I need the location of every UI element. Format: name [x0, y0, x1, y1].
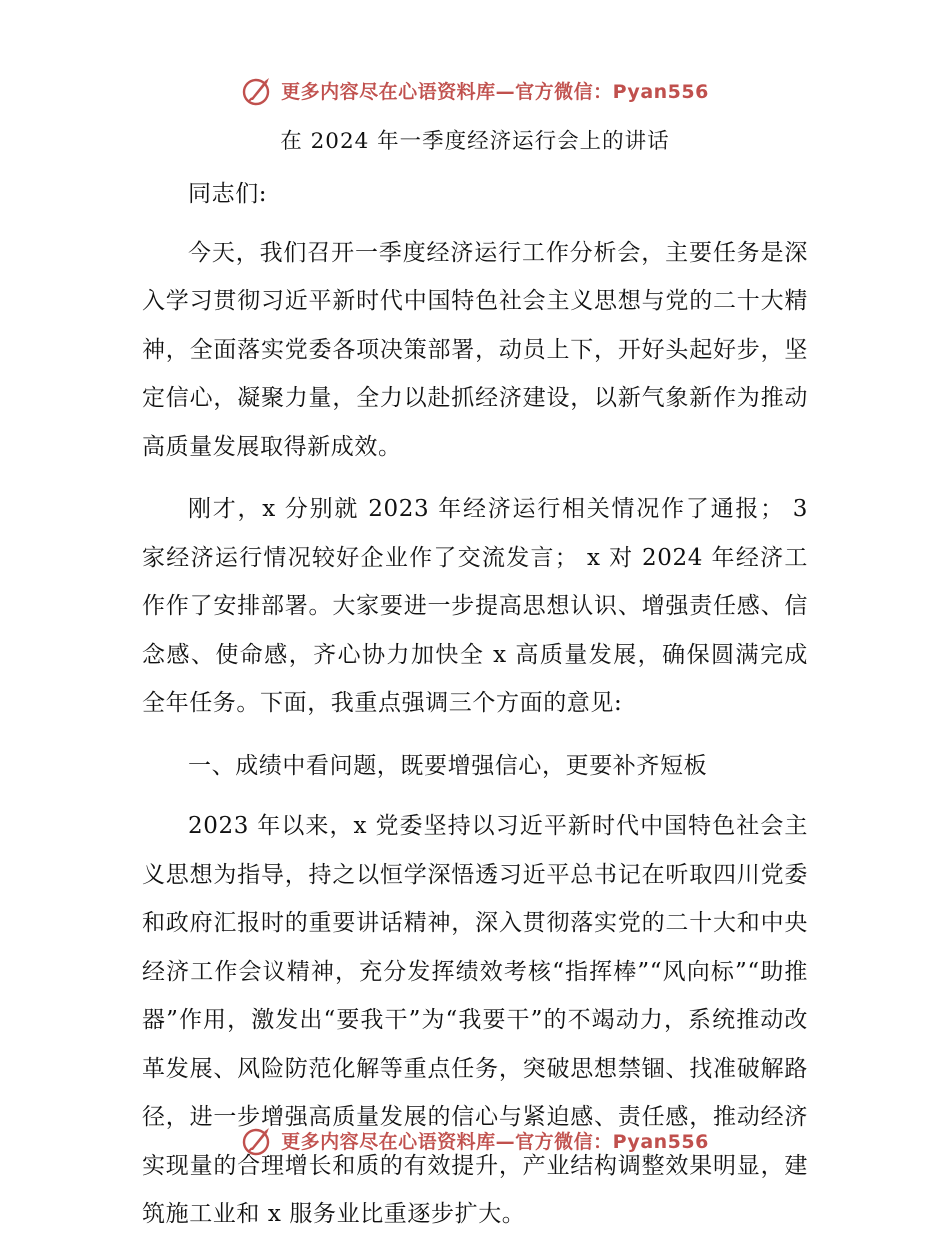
document-title: 在 2024 年一季度经济运行会上的讲话	[280, 129, 670, 154]
document-body	[142, 170, 808, 1253]
paragraph-summary: 刚才，x 分别就 2023 年经济运行相关情况作了通报； 3 家经济运行情况较好企业作了交流发言； x 对 2024 年经济工作作了安排部署。大家要进一步提高思想认识、增强责任感、信念感、使命感，齐心协力加快全 x 高质量发展，确保圆满完成全年任务。下面，我重点强调三个方面的意见:	[142, 496, 808, 716]
banner-text: 更多内容尽在心语资料库—官方微信：Pyan556	[281, 1130, 709, 1153]
quill-pen-logo-icon	[241, 73, 275, 107]
footer-watermark-banner	[0, 1120, 950, 1160]
paragraph-intro: 今天，我们召开一季度经济运行工作分析会，主要任务是深入学习贯彻习近平新时代中国特色社会主义思想与党的二十大精神，全面落实党委各项决策部署，动员上下，开好头起好步，坚定信心，凝聚力量，全力以赴抓经济建设，以新气象新作为推动高质量发展取得新成效。	[142, 239, 808, 460]
paragraph-section-one: 2023 年以来，x 党委坚持以习近平新时代中国特色社会主义思想为指导，持之以恒学深悟透习近平总书记在听取四川党委和政府汇报时的重要讲话精神，深入贯彻落实党的二十大和中央经济工作会议精神，充分发挥绩效考核“指挥棒”“风向标”“助推器”作用，激发出“要我干”为“我要干”的不竭动力，系统推动改革发展、风险防范化解等重点任务，突破思想禁锢、找准破解路径，进一步增强高质量发展的信心与紧迫感、责任感，推动经济实现量的合理增长和质的有效提升，产业结构调整效果明显，建筑施工业和 x 服务业比重逐步扩大。	[142, 813, 808, 1227]
section-heading: 一、成绩中看问题，既要增强信心，更要补齐短板	[188, 752, 708, 779]
quill-pen-logo-icon	[241, 1123, 275, 1157]
header-watermark-banner	[0, 70, 950, 110]
banner-text: 更多内容尽在心语资料库—官方微信：Pyan556	[281, 80, 709, 103]
salutation: 同志们:	[188, 181, 268, 207]
